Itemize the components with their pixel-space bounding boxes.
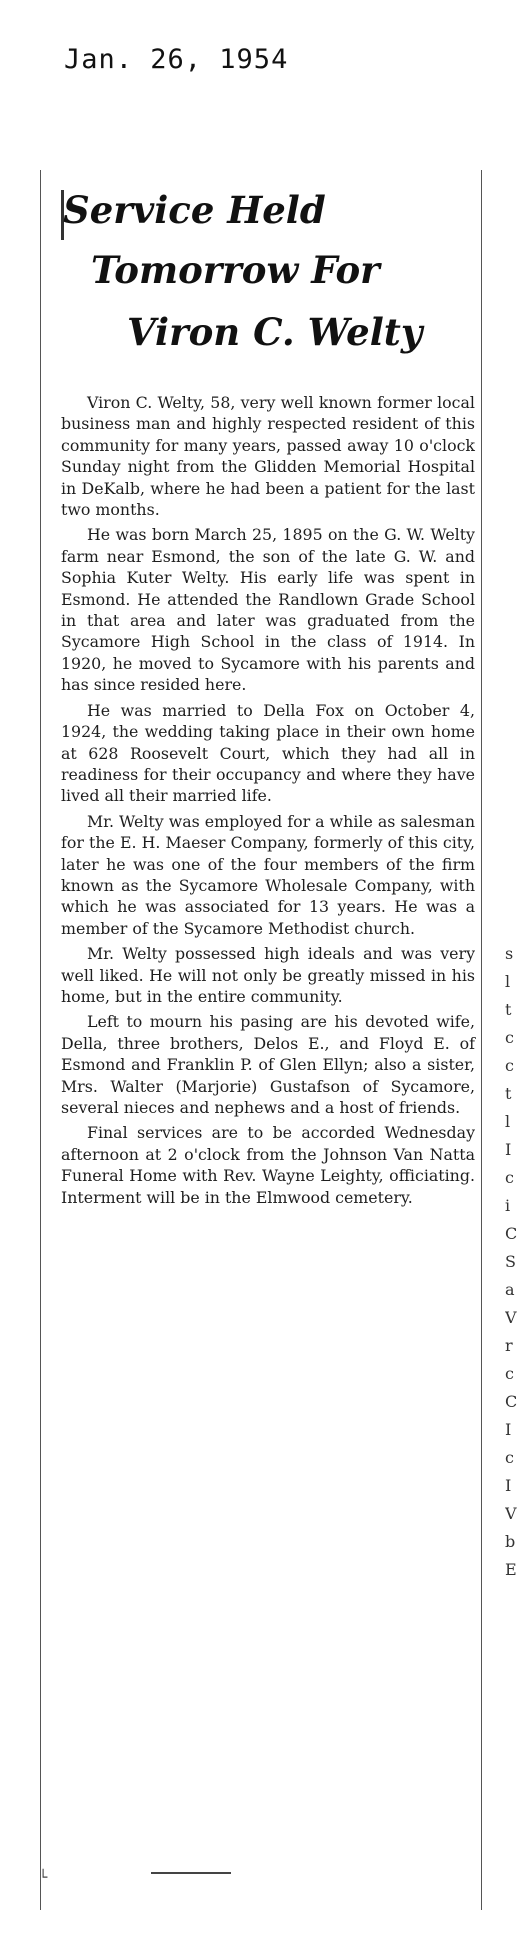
edge-letter: a (505, 1280, 515, 1299)
edge-letter: s (505, 944, 514, 963)
edge-letter: t (505, 1000, 512, 1019)
article-paragraph-5: Mr. Welty possessed high ideals and was very well liked. He will not only be greatly missed in his home, but in the entire community. (61, 944, 475, 1006)
edge-letter: I (505, 1420, 512, 1439)
clipping-date: Jan. 26, 1954 (64, 44, 289, 75)
article-paragraph-2: He was born March 25, 1895 on the G. W. Welty farm near Esmond, the son of the late G. W. and Sophia Kuter Welty. His early life was spent in Esmond. He attended the Randlown Grade School in that area and later was graduated from the Sycamore High School in the class of 1914. In 1920, he moved to Sycamore with his parents and has since resided here. (61, 525, 475, 695)
headline-line-3: Viron C. Welty (127, 310, 423, 354)
clipping-corner-mark: └ (39, 1870, 48, 1886)
edge-letter: l (505, 1112, 511, 1131)
article-paragraph-3: He was married to Della Fox on October 4, 1924, the wedding taking place in their own home at 628 Roosevelt Court, which they had all in readiness for their occupancy and where they have lived all their married life. (61, 700, 475, 806)
article-paragraph-1: Viron C. Welty, 58, very well known former local business man and highly respected resident of this community for many years, passed away 10 o'clock Sunday night from the Glidden Memorial Hospital in DeKalb, where he had been a patient for the last two months. (61, 393, 475, 520)
headline-line-1: Service Held (63, 188, 326, 232)
edge-letter: c (505, 1168, 514, 1187)
edge-letter: V (505, 1308, 517, 1327)
edge-letter: E (505, 1560, 517, 1579)
edge-letter: t (505, 1084, 512, 1103)
edge-letter: S (505, 1252, 516, 1271)
article-paragraph-7: Final services are to be accorded Wednesday afternoon at 2 o'clock from the Johnson Van Natta Funeral Home with Rev. Wayne Leighty, officiating. Interment will be in the Elmwood cemetery. (61, 1123, 475, 1207)
edge-letter: C (505, 1392, 518, 1411)
newspaper-clipping (40, 170, 482, 1910)
edge-letter: c (505, 1364, 514, 1383)
edge-letter: r (505, 1336, 513, 1355)
edge-letter: C (505, 1224, 518, 1243)
article-paragraph-4: Mr. Welty was employed for a while as salesman for the E. H. Maeser Company, formerly of this city, later he was one of the four members of the firm known as the Sycamore Wholesale Company, with which he was associated for 13 years. He was a member of the Sycamore Methodist church. (61, 811, 475, 938)
edge-letter: I (505, 1140, 512, 1159)
headline-line-2: Tomorrow For (91, 248, 380, 292)
edge-letter: c (505, 1056, 514, 1075)
edge-letter: b (505, 1532, 516, 1551)
edge-letter: i (505, 1196, 511, 1215)
edge-letter: I (505, 1476, 512, 1495)
adjacent-column-fragment (505, 940, 519, 1840)
edge-letter: V (505, 1504, 517, 1523)
edge-letter: c (505, 1028, 514, 1047)
edge-letter: l (505, 972, 511, 991)
article-paragraph-6: Left to mourn his pasing are his devoted wife, Della, three brothers, Delos E., and Floyd E. of Esmond and Franklin P. of Glen Ellyn; also a sister, Mrs. Walter (Marjorie) Gustafson of Sycamore, several nieces and nephews and a host of friends. (61, 1012, 475, 1117)
edge-letter: c (505, 1448, 514, 1467)
article-body (61, 392, 475, 1212)
end-rule (151, 1872, 231, 1874)
